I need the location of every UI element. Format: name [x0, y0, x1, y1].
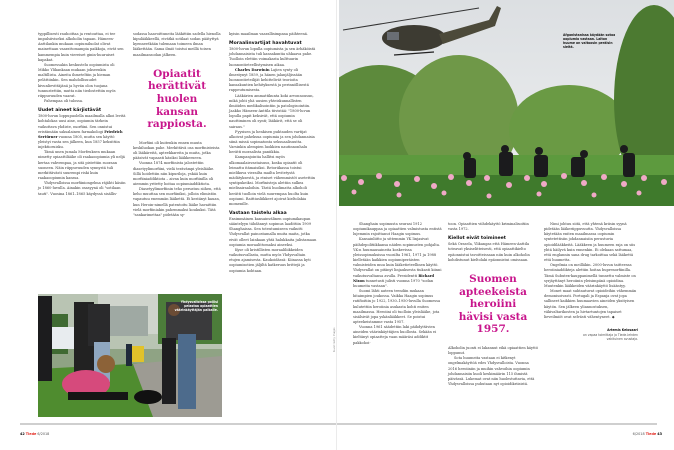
paragraph: Suomessakin keskustelu oopiumista oli Mikko Ylikankaan mukaan jokseenkin maltillista. Aineita ihmeteltiin ja hieman pelättiinkin. Sen mahdollisuudet kivunlievittäjänä ja hyvän olon tuojana tunnustettiin, mutta niin tiedostettiin myös riippuvuuden vaarat. — [38, 62, 116, 98]
left-column-3 — [229, 32, 317, 274]
text-span: Kansainliitto ja sittemmin YK linjasivat päihdepolitiikkansa näiden sopimusten pohjalta. YK:n huumausaineita koskevissa yleissopimuksissa vuosilta 1961, 1971 ja 1988 kielletään kaikkien oopiumiperäisten valmisteiden muu kuin lääketieteellinen käyttö. Yhdysvallat on pitänyt linjauksesta tiukasti kiinni vaikutusvaltansa avulla. Presidentti — [353, 237, 442, 278]
right-column-1 — [353, 222, 443, 346]
paragraph: sodassa haavoittuneita lääkittiin sadella hienolla kipulääkkeellä, eivätkä sotilaat sodan päätyttyä kyenneetkään tulemaan toimeen ilman lääkettään. Sama ilmiö toistui meillä toisen maailmansodan jälkeen. — [133, 32, 221, 57]
right-column-3 — [544, 222, 638, 342]
footer-rule — [20, 423, 337, 425]
name-emphasis: Charles Darwinin — [235, 67, 270, 72]
end-mark-icon: ◆ — [611, 314, 615, 319]
name-emphasis: Friedrich Sertürner — [38, 129, 123, 139]
right-page — [333, 0, 674, 450]
magazine-name: Tiede — [645, 432, 657, 436]
issue-date: 6/2018 — [37, 432, 50, 436]
paragraph — [544, 289, 638, 320]
paragraph: Ongelmia on meilläkin. 2000-luvun taitteessa heroiiniaddikteja alettiin hoitaa buprenorfiinilla. Tämä Subutex-kauppanimellä tunnettu valmiste on syrjäyttänyt heroiinin yleisimpänä opioidina. Muutenkin lääkkeiden väärinkäyttö lisääntyy. — [544, 263, 636, 288]
subheading: Uudet aineet kärjistävät — [38, 108, 102, 114]
paragraph: Ensimmäinen kansainvälinen oopiumikaupan sääntelyyn tähdännyt sopimus laadittiin 1909 Shanghaissa. Sen toteutumiseen vaikutti Yhdysvallat painostamalla muita maita, jotka eivät olleet lainkaan yhtä halukkaita julistamaan oopiumia moraalittomaksi aineeksi. — [229, 217, 317, 247]
left-footer — [20, 432, 49, 436]
author-byline — [544, 328, 638, 342]
subheading: Vastaan taistelu alkaa — [229, 211, 287, 216]
paragraph: Nimi johtuu siitä, että yhtenä kriisin syynä pidetään lääkeriippuvuutta. Yhdysvalloissa käytetään eniten maailmassa oopiumin syntetettisiin johdannaisiin perustuvia opioidilääkkeitä. Lääkkeen ja huumeen raja on siis yhtä häilyvä kuin ennenkin. Ei olekaan sattumaa, että englannin sana drug tarkoittaa sekä lääkettä että huumetta. — [544, 222, 636, 263]
issue-date: 6/2018 — [632, 432, 645, 436]
paragraph: Suomi lähti auteen trendiin mukaan hitaimpien joukossa. Vaikka Haagin sopimus ratifioitiin jo 1922, 1930–1950-luvulla Suomessa kulutettiin heroiinia asukasta kohti eniten maailmassa. Heroiini oli tuolloin yleislääke, jota sisälsivät jopa yskänlääkkeet. Se poistui apteekeistamme vasta 1957. — [353, 289, 441, 324]
author-name: Artemis Kelosaari — [607, 327, 638, 332]
pull-quote: Suomen apteekeista heroiini hävisi vasta 1957. — [458, 272, 528, 336]
paragraph: typpillisesti rauhoittaa ja rentouttaa, ei tee impulsiiviseksi alkoholin tapaan. Hämeen-Anttilankin mukaan oopiumiluolat olivat mainettaan vaarattomampia paikkoja, eivät sen kammempia kuin viereiset ginin-huuruiset kapakat. — [38, 32, 124, 62]
left-column-2 — [133, 32, 221, 218]
subheading: Moraalinvartijat havahtuvat — [229, 41, 302, 47]
photo-caption: Yhdysvalloissa poliisi pelastaa opiaattien väärinkäyttäjän paikalle. — [174, 300, 218, 313]
text-span: Monet maat suhtautuvat opioideihin vähemmän demonisoivasti. Portugali ja Espanja ovat jopa sallineet kaikkien huumaavien aineiden yksityisen käytön. Sen jälkeen yliannostuksen, väkivaltarikosten ja hivtartuntojen tapaiset lieveilmiöt ovat selvästi vähentyneet. — [544, 289, 637, 319]
pull-quote: Opiaatit herättivät huolen kansan rappiosta. — [147, 67, 207, 131]
paragraph: Yhdysvalloissa morfiiniongelma räjähti käsiin jo 1860-luvulla. Ainakin osasyynä oli "sotilaan tauti". Vuosina 1861–1865 käydyssä sisällis- — [38, 181, 126, 196]
paragraph: Alkoholin juonti ei lakannut eikä opiaattien käyttö loppunut. — [448, 345, 538, 356]
paragraph: Lääkärien ammattikunta koki arvonnousun, mikä johti yhä uusien yhteiskunnallisten ilmiöiden medikalisointiin ja patologisointiin. Jaakko Hämeen-Anttila tiivistää: "1800-luvun lopulla papit keksivät, että oopiumin nauttiminen oli synti; lääkärit, että se oli sairaus." — [229, 93, 314, 129]
text-span: Lajien synty oli ilmestynyt 1859, ja hänen jalanjäljissään luonnontieteilijät kehittelivät teorioita kansakuntien kehityksestä ja perinnöllisestä rappeutumisesta. — [229, 67, 309, 93]
subheading: Kiellot eivät toimineet — [448, 236, 506, 242]
paragraph: Kampanjointia hallitsi myös ulkomaalaisvastaisuus, koska opiaatit oli leimattu itämaisiksi. Retoriikassa toistui mielikuva vierailta mailta levitetystä mädätyksestä, ja etniset vähemmistöt asetettiin syntipukeiksi. Morfinisteja alettiin sulkea mielisairaaloihin. Tästä huolimatta alkoholi herätti tuolloin vielä suurempaa huolta kuin oopiumi. Raittiusliikkeet ajoivat kieltolakia momenille. — [229, 155, 315, 206]
right-column-2 — [448, 222, 538, 387]
paragraph — [38, 114, 126, 150]
paragraph: Kyse oli kristillisten moraaliliikkeiden vaikutusvallasta, mutta myös Yhdysvaltain etujen ajamisesta. Kaukoidässä: Kiinassa kyti oopiumisotien jäljiltä katkeruus brittejä ja oopiumia kohtaan. — [229, 247, 311, 273]
paragraph: Sekä Orasela, Ylikangas että Hämeen-Anttila toteavat yksiselitteisesti, että opiaattikielto epäonnistui tavoitteissaan niin kuin alkoholin kohdistunut kieltolaki epäonnistui omissaan. — [448, 242, 530, 262]
left-column-1 — [38, 32, 126, 197]
paragraph: 1800-luvun lopulla oopiumista ja sen ärhäköistä johdannaisista tuli kansakuntia uhkaava pahe. Tuolloin elettiin voimakasta kulttuurin luonnontieteellistymisen aikaa. — [229, 47, 316, 67]
paragraph: Tämä unen jumala Morfeuksen mukaan nimetty opiaattilääke oli raakaoopiumia yli neljä kertaa vahvempaa, ja sitä pistettiin suoraan suoneen. Näin riippuvuuden synnystä tuli merkittävästi suurempi riski kuin raakaoopiumin kanssa. — [38, 150, 125, 181]
paragraph: kyisin maailman vaarallisimpana päihteenä. — [229, 32, 309, 36]
photo-illustration — [339, 0, 674, 206]
paragraph: toon. Opiaattien viihdekäyttö kriminalisoitiin vasta 1972. — [448, 222, 529, 232]
paragraph: Vuonna 1961 säädettiin laki päihdyttävien aineiden väärinkäyttäjien huollosta. Sekään ei kieltänyt opiaatteja vaan määräsi addiktit pakkohoi- — [353, 325, 437, 345]
paragraph: Morfiini oli kuitenkin ennen muuta keskiluokan pahe. Merkittävä osa morfinisteista oli lääkäreitä, apteekkareita ja muita, jotka pääsivät vapaasti käsiksi lääkkeeseen. — [133, 140, 220, 161]
text-span: vuonna 1805, mutta sen käyttö yleistyi vasta sen jälkeen, kun 1857 keksittiin injektioruisku. — [38, 134, 120, 150]
page-number: 43 — [657, 432, 662, 436]
paragraph — [353, 237, 443, 289]
magazine-name: Tiede — [25, 432, 37, 436]
paragraph: Fyysisen ja henkisen puhtauden vartijat alkoivat paheksua oopiumia ja sen johdannaisia siinä missä sopimatonta seksuaalisuutta. Varsinkin alempien luokkien nautinnonhalu herätti moraalista paniikkia. — [229, 129, 315, 155]
author-bio: on vapaa toimittaja ja Tiede-lehden — [582, 332, 638, 337]
helicopter-poppy-field-photo — [339, 0, 674, 206]
page-number: 42 — [20, 432, 25, 436]
right-footer — [633, 432, 662, 436]
paragraph: Sota huumeita vastaan ei kitkenyt ongelmakäyttöä edes Yhdysvalloista. Vuonna 2016 heroiiniin ja muihin vahvoihin oopiumin johdannaisiin kuoli keskimäärin 115 ihmistä päivässä. Lukemat ovat niin huolestuttavia, että Yhdysvalloissa puhutaan nyt opioidikriisistä. — [448, 356, 535, 386]
paragraph: Pahempaa oli tulossa. — [44, 99, 84, 104]
paragraph — [229, 68, 317, 94]
name-emphasis: Richard Nixon — [353, 273, 434, 283]
footer-rule — [337, 423, 657, 425]
text-span: 1800-luvun loppupuolella maailmalla alkoi levitä kohtalokas uusi aine, oopiumin tärkein vaikuttava yhdiste, morfiini. Sen onnistui eristämään saksalainen farmakologi — [38, 114, 126, 134]
paragraph: Vuonna 1874 morfiinista jalostettiin diasetyylimorfiini, vielä terävämpi yleislääke. Sillä hoidettiin niin kipuriloja, yskää kuin morfiiniaddiktiota – aivan kuin morfiinilla oli aiemmin yritetty hoitaa oopiumiaddiktiota. — [133, 161, 215, 186]
text-span: tunnetusti julisti vuonna 1970 "sodan huumeita vastaan". — [353, 278, 434, 288]
author-bio: vakituinen avustaja. — [606, 337, 638, 342]
photo-caption: Afganistanissa käydään sotaa oopiumia vastaan. Laiton huume on valtaosin peräisin sieltä. — [563, 33, 616, 50]
paragraph: Shanghain sopimusta seurasi 1912 oopiumikauppaa ja opiaattien valmistusta entistä lujemmin rajoittanut Haagin sopimus. — [353, 222, 442, 237]
police-scene-photo — [38, 294, 222, 417]
photo-credit: Kuvat: Getty Images — [333, 327, 336, 352]
paragraph: Diasetyylimorfiinin teho perustuu siihen, että keho muuttaa sen morfiiniksi, jolloin elimistön vapautuu enemmän lääkettä. Ei kestänyt kauan, kun Heroin-nimellä patentoitu lääke havaittiin vielä morfiiniakin pahemmaksi koukuksi. Tätä "sankarimettaa" pidetään sy- — [133, 187, 221, 217]
photo-illustration — [38, 294, 222, 417]
